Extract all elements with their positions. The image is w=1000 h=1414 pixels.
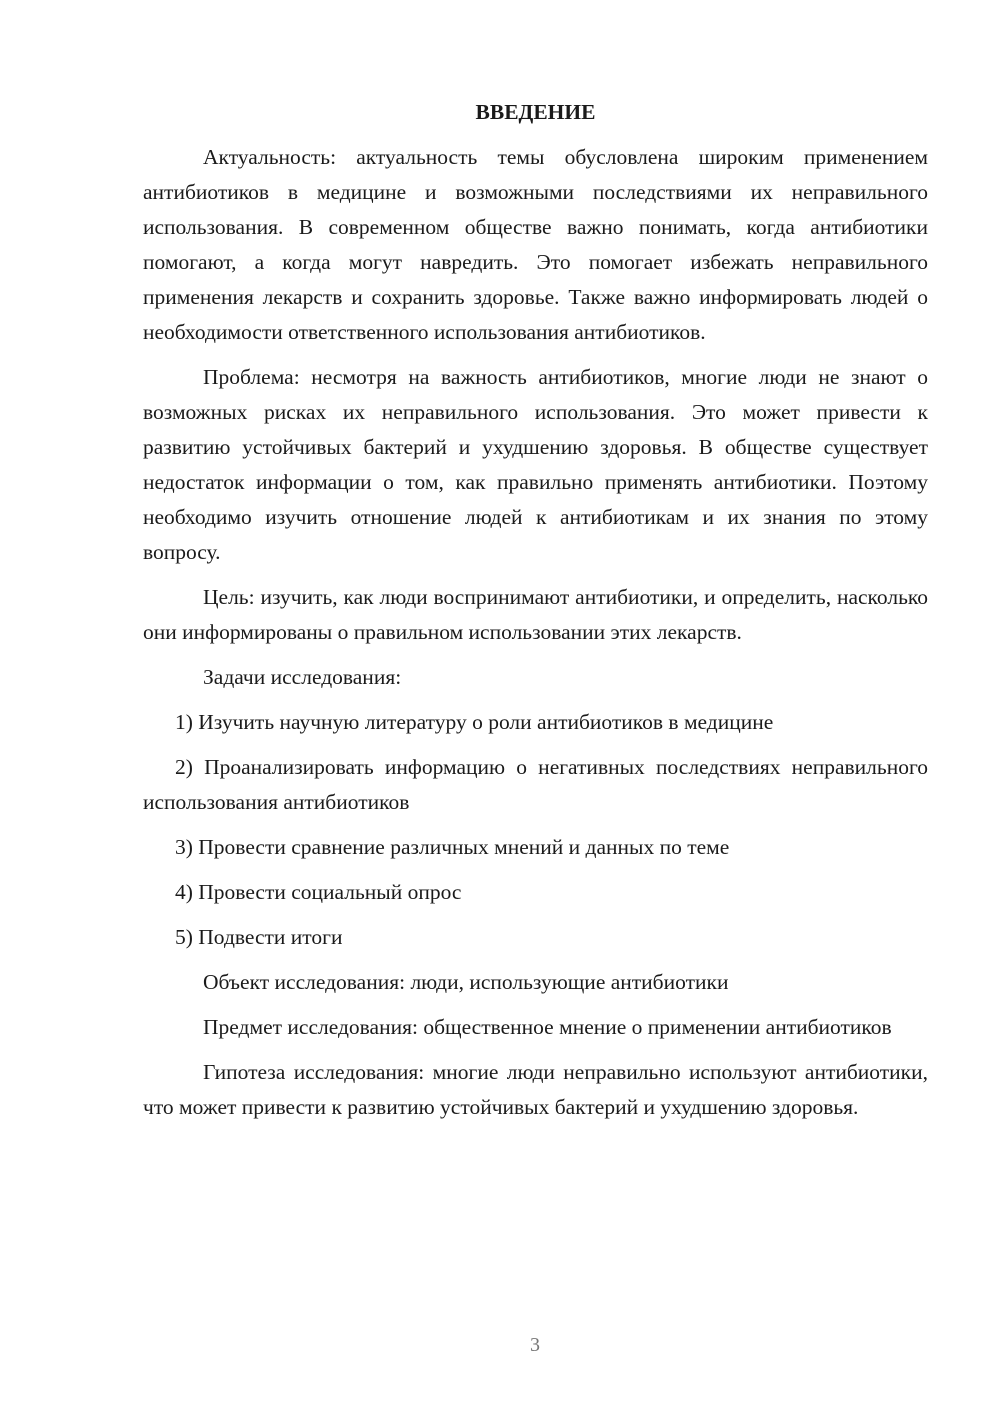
- tasks-list: [143, 705, 928, 955]
- problem-paragraph: Проблема: несмотря на важность антибиотиков, многие люди не знают о возможных рисках их неправильного использования. Это может привести к развитию устойчивых бактерий и ухудшению здоровья. В обществе существует недостаток информации о том, как правильно применять антибиотики. Поэтому необходимо изучить отношение людей к антибиотикам и их знания по этому вопросу.: [143, 365, 928, 564]
- hypothesis-paragraph: Гипотеза исследования: многие люди неправильно используют антибиотики, что может привести к развитию устойчивых бактерий и ухудшению здоровья.: [143, 1060, 928, 1119]
- task-item: 2) Проанализировать информацию о негативных последствиях неправильного использования антибиотиков: [143, 755, 928, 814]
- task-item: 4) Провести социальный опрос: [175, 880, 462, 904]
- object-paragraph: Объект исследования: люди, использующие антибиотики: [203, 970, 729, 994]
- task-item: 1) Изучить научную литературу о роли антибиотиков в медицине: [175, 710, 774, 734]
- page-title: ВВЕДЕНИЕ: [475, 100, 596, 124]
- task-item: 5) Подвести итоги: [175, 925, 343, 949]
- goal-paragraph: Цель: изучить, как люди воспринимают антибиотики, и определить, насколько они информированы о правильном использовании этих лекарств.: [143, 585, 928, 644]
- task-item: 3) Провести сравнение различных мнений и данных по теме: [175, 835, 730, 859]
- tasks-heading: Задачи исследования:: [203, 665, 402, 689]
- document-page: [143, 95, 928, 1135]
- page-number: 3: [530, 1334, 540, 1356]
- relevance-paragraph: Актуальность: актуальность темы обусловлена широким применением антибиотиков в медицине и возможными последствиями их неправильного использования. В современном обществе важно понимать, когда антибиотики помогают, а когда могут навредить. Это помогает избежать неправильного применения лекарств и сохранить здоровье. Также важно информировать людей о необходимости ответственного использования антибиотиков.: [143, 145, 928, 344]
- subject-paragraph: Предмет исследования: общественное мнение о применении антибиотиков: [203, 1015, 892, 1039]
